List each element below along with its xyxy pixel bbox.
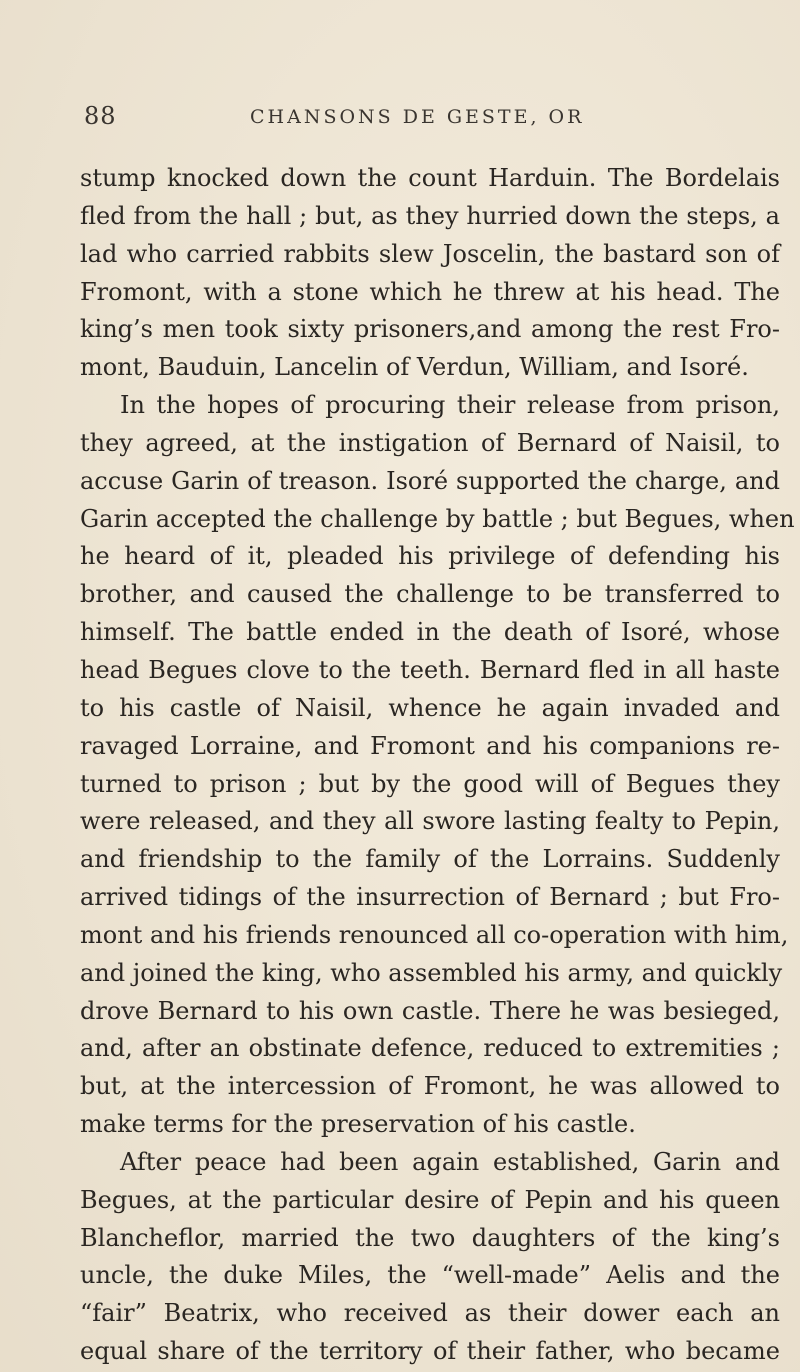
text-line: fled from the hall ; but, as they hurried down the steps, a [80, 201, 780, 230]
text-line: arrived tidings of the insurrection of Bernard ; but Fro- [80, 883, 780, 912]
text-line: and joined the king, who assembled his army, and quickly [80, 958, 783, 987]
text-line: ravaged Lorraine, and Fromont and his companions re- [80, 731, 780, 760]
text-line: they agreed, at the instigation of Bernard of Naisil, to [80, 428, 780, 457]
text-line: Begues, at the particular desire of Pepin and his queen [80, 1185, 780, 1214]
text-line: king’s men took sixty prisoners,and among the rest Fro- [80, 315, 780, 344]
text-line: Blancheflor, married the two daughters of the king’s [80, 1223, 780, 1252]
text-line: Fromont, with a stone which he threw at his head. The [80, 277, 780, 306]
paragraph-3 [80, 1144, 780, 1371]
body-text [80, 160, 795, 1371]
text-line: Garin accepted the challenge by battle ; but Begues, when [80, 504, 795, 533]
text-line: mont and his friends renounced all co-operation with him, [80, 920, 789, 949]
text-line: brother, and caused the challenge to be transferred to [80, 580, 780, 609]
paragraph-2 [80, 387, 795, 1144]
text-line: accuse Garin of treason. Isoré supported the charge, and [80, 466, 780, 495]
text-line: himself. The battle ended in the death of Isoré, whose [80, 618, 780, 647]
text-line: “fair” Beatrix, who received as their dower each an [80, 1299, 780, 1328]
text-line: lad who carried rabbits slew Joscelin, the bastard son of [80, 239, 780, 268]
text-line: drove Bernard to his own castle. There he was besieged, [80, 996, 780, 1025]
text-line: to his castle of Naisil, whence he again invaded and [80, 693, 780, 722]
running-head: CHANSONS DE GESTE, OR [250, 106, 585, 128]
text-line: and, after an obstinate defence, reduced to extremities ; [80, 1034, 780, 1063]
text-line: uncle, the duke Miles, the “well-made” Aelis and the [80, 1261, 780, 1290]
text-line: were released, and they all swore lasting fealty to Pepin, [80, 807, 780, 836]
page-header [0, 102, 800, 142]
text-line: turned to prison ; but by the good will of Begues they [80, 769, 780, 798]
paragraph-1 [80, 160, 780, 387]
text-line: mont, Bauduin, Lancelin of Verdun, William, and Isoré. [80, 353, 749, 382]
text-line: he heard of it, pleaded his privilege of defending his [80, 542, 780, 571]
text-line: and friendship to the family of the Lorrains. Suddenly [80, 845, 780, 874]
text-line: In the hopes of procuring their release from prison, [120, 391, 780, 420]
text-line: After peace had been again established, Garin and [120, 1147, 780, 1176]
text-line: equal share of the territory of their father, who became [80, 1337, 780, 1366]
text-line: but, at the intercession of Fromont, he was allowed to [80, 1072, 780, 1101]
text-line: stump knocked down the count Harduin. The Bordelais [80, 164, 780, 192]
text-line: head Begues clove to the teeth. Bernard fled in all haste [80, 655, 780, 684]
text-line: make terms for the preservation of his castle. [80, 1110, 636, 1139]
page-number: 88 [84, 102, 117, 130]
